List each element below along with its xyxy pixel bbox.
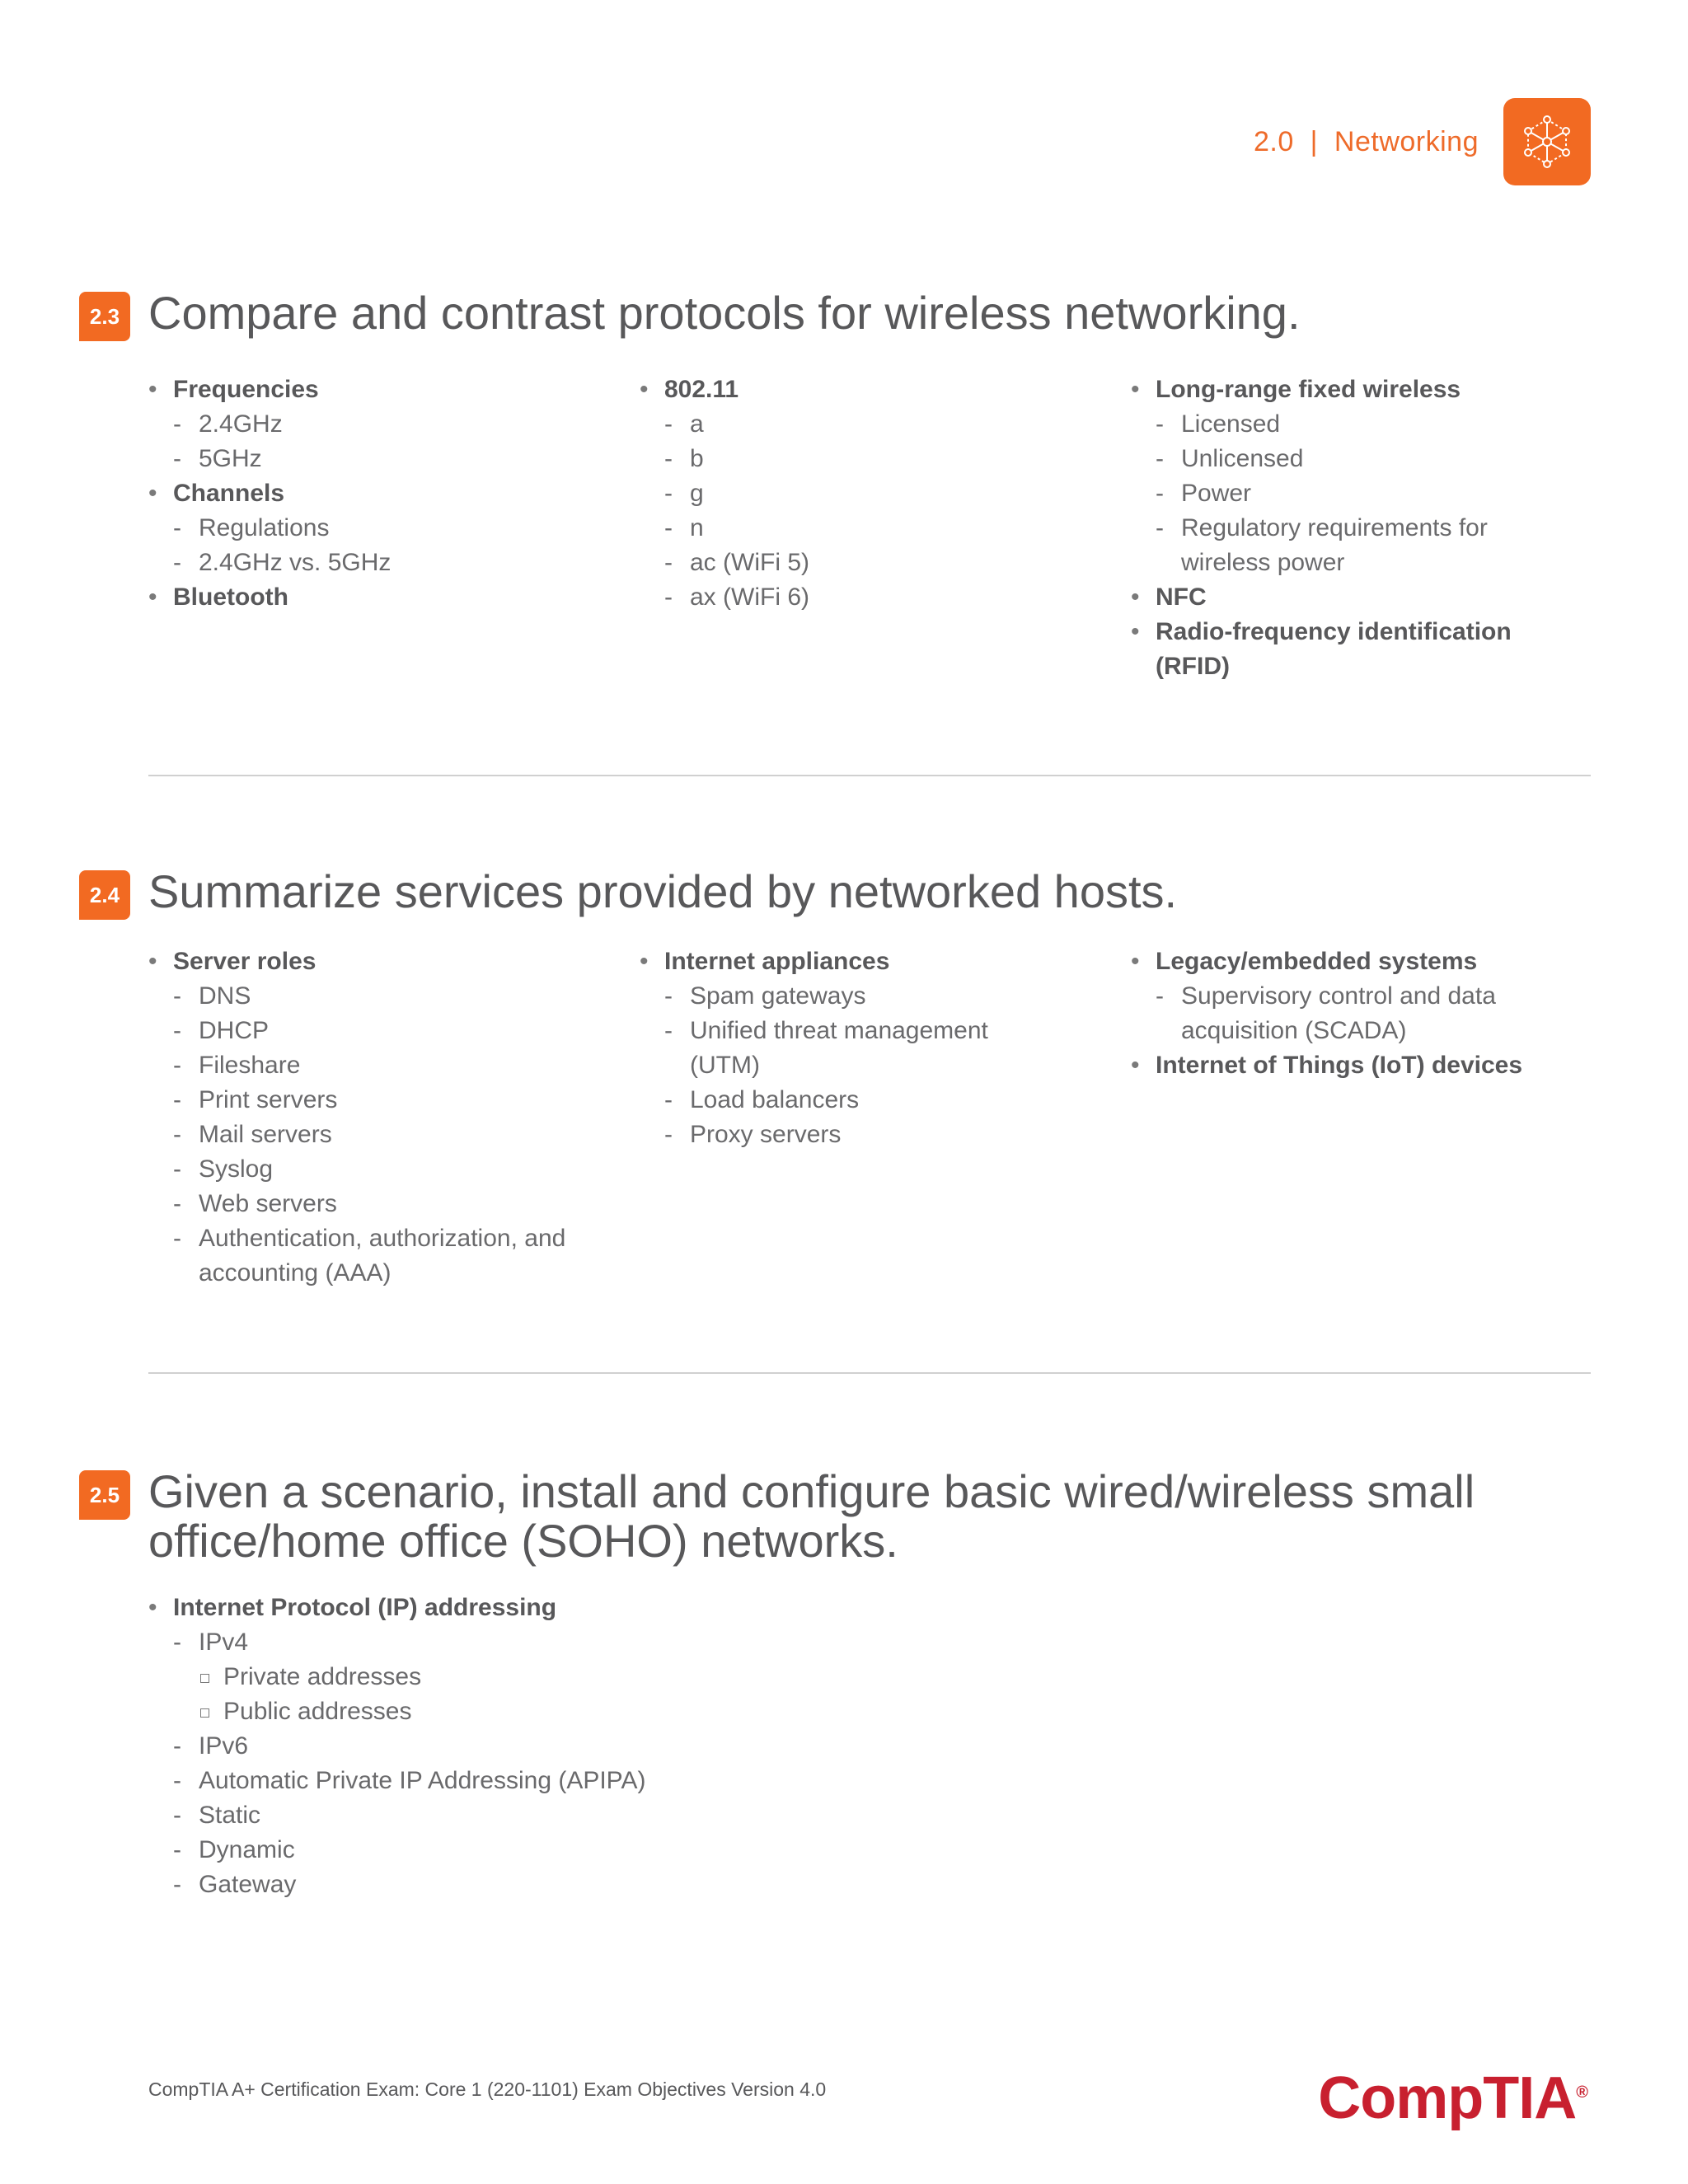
detail-item bbox=[199, 1660, 890, 1694]
page-header bbox=[1254, 97, 1591, 186]
sub-objective-item bbox=[173, 1014, 610, 1048]
sub-objective-label: - Power bbox=[1156, 476, 1576, 511]
sub-objective-item bbox=[1156, 979, 1576, 1048]
objective-heading: • Radio-frequency identification (RFID) bbox=[1131, 615, 1576, 684]
section-title: Given a scenario, install and configure basic wired/wireless small office/home office (SOHO) networks. bbox=[148, 1465, 1475, 1567]
section-title: Compare and contrast protocols for wireless networking. bbox=[148, 287, 1301, 339]
sub-objective-item bbox=[1156, 442, 1576, 476]
objective-item bbox=[1131, 615, 1576, 684]
sub-objective-item bbox=[173, 1187, 610, 1221]
sub-objective-list bbox=[1131, 979, 1576, 1048]
sub-objective-label: - n bbox=[664, 511, 1101, 546]
objective-item bbox=[148, 476, 610, 580]
objective-heading: • Internet Protocol (IP) addressing bbox=[148, 1591, 890, 1625]
section-divider bbox=[148, 775, 1591, 776]
sub-objective-item bbox=[173, 1152, 610, 1187]
sub-objective-label: - Supervisory control and data acquisition (SCADA) bbox=[1156, 979, 1576, 1048]
sub-objective-item bbox=[173, 1625, 890, 1729]
sub-objective-label: - Fileshare bbox=[173, 1048, 610, 1083]
registered-mark: ® bbox=[1576, 2083, 1587, 2102]
objective-heading: • Internet of Things (IoT) devices bbox=[1131, 1048, 1576, 1083]
sub-objective-item bbox=[173, 1798, 890, 1833]
header-section-label: 2.0 | Networking bbox=[1254, 125, 1479, 157]
sub-objective-label: - Syslog bbox=[173, 1152, 610, 1187]
sub-objective-item bbox=[173, 1764, 890, 1798]
sub-objective-label: - Licensed bbox=[1156, 407, 1576, 442]
detail-label: Public addresses bbox=[199, 1694, 890, 1729]
sub-objective-label: - Spam gateways bbox=[664, 979, 1052, 1014]
sub-objective-item bbox=[664, 1118, 1052, 1152]
objective-heading: • Internet appliances bbox=[640, 944, 1052, 979]
detail-item bbox=[199, 1694, 890, 1729]
objective-heading: • Bluetooth bbox=[148, 580, 610, 615]
sub-objective-list bbox=[148, 979, 610, 1291]
section-badge: 2.3 bbox=[79, 292, 130, 341]
objective-item bbox=[148, 373, 610, 476]
section-divider bbox=[148, 1372, 1591, 1374]
sub-objective-item bbox=[173, 546, 610, 580]
sub-objective-label: - Automatic Private IP Addressing (APIPA) bbox=[173, 1764, 890, 1798]
objective-list bbox=[640, 373, 1101, 615]
sub-objective-item bbox=[173, 1221, 610, 1291]
sub-objective-label: - Load balancers bbox=[664, 1083, 1052, 1118]
sub-objective-item bbox=[173, 1048, 610, 1083]
objective-heading: • 802.11 bbox=[640, 373, 1101, 407]
objective-column bbox=[640, 944, 1052, 1152]
footer-exam-title: CompTIA A+ Certification Exam: Core 1 (220-1101) Exam Objectives Version 4.0 bbox=[148, 2079, 827, 2100]
objective-item bbox=[640, 373, 1101, 615]
sub-objective-item bbox=[173, 1729, 890, 1764]
objective-column bbox=[148, 1591, 890, 1902]
objective-item bbox=[640, 944, 1052, 1152]
sub-objective-item bbox=[664, 979, 1052, 1014]
sub-objective-item bbox=[173, 511, 610, 546]
sub-objective-item bbox=[173, 407, 610, 442]
sub-objective-label: - Proxy servers bbox=[664, 1118, 1052, 1152]
section-badge: 2.4 bbox=[79, 870, 130, 920]
sub-objective-label: - b bbox=[664, 442, 1101, 476]
sub-objective-item bbox=[173, 1868, 890, 1902]
objective-heading: • Long-range fixed wireless bbox=[1131, 373, 1576, 407]
sub-objective-item bbox=[664, 1083, 1052, 1118]
sub-objective-label: - ac (WiFi 5) bbox=[664, 546, 1101, 580]
sub-objective-label: - Regulations bbox=[173, 511, 610, 546]
objective-list bbox=[640, 944, 1052, 1152]
sub-objective-label: - Gateway bbox=[173, 1868, 890, 1902]
sub-objective-label: - IPv6 bbox=[173, 1729, 890, 1764]
sub-objective-list bbox=[1131, 407, 1576, 580]
objective-column bbox=[640, 373, 1101, 615]
objective-heading: • Frequencies bbox=[148, 373, 610, 407]
sub-objective-label: - 2.4GHz vs. 5GHz bbox=[173, 546, 610, 580]
sub-objective-label: - ax (WiFi 6) bbox=[664, 580, 1101, 615]
objective-heading: • Channels bbox=[148, 476, 610, 511]
section-badge: 2.5 bbox=[79, 1470, 130, 1520]
objective-column bbox=[148, 373, 610, 615]
sub-objective-item bbox=[1156, 511, 1576, 580]
sub-objective-label: - Unified threat management (UTM) bbox=[664, 1014, 1052, 1083]
sub-objective-label: - Regulatory requirements for wireless power bbox=[1156, 511, 1576, 580]
objective-list bbox=[148, 944, 610, 1291]
sub-objective-label: - 2.4GHz bbox=[173, 407, 610, 442]
objective-item bbox=[1131, 373, 1576, 580]
objective-list bbox=[1131, 944, 1576, 1083]
sub-objective-item bbox=[173, 1118, 610, 1152]
sub-objective-list bbox=[148, 1625, 890, 1902]
sub-objective-label: - Static bbox=[173, 1798, 890, 1833]
objective-heading: • NFC bbox=[1131, 580, 1576, 615]
logo-wordmark: CompTIA bbox=[1318, 2065, 1577, 2131]
sub-objective-label: - Unlicensed bbox=[1156, 442, 1576, 476]
objective-item bbox=[1131, 1048, 1576, 1083]
objective-list bbox=[1131, 373, 1576, 684]
objective-item bbox=[1131, 944, 1576, 1048]
objective-item bbox=[148, 944, 610, 1291]
sub-objective-list bbox=[148, 407, 610, 476]
sub-objective-item bbox=[664, 476, 1101, 511]
section-title: Summarize services provided by networked hosts. bbox=[148, 865, 1178, 917]
objective-item bbox=[148, 580, 610, 615]
objective-column bbox=[1131, 944, 1576, 1083]
detail-label: Private addresses bbox=[199, 1660, 890, 1694]
sub-objective-label: - Dynamic bbox=[173, 1833, 890, 1868]
sub-objective-label: - a bbox=[664, 407, 1101, 442]
objective-column bbox=[1131, 373, 1576, 684]
objective-list bbox=[148, 1591, 890, 1902]
sub-objective-item bbox=[173, 1833, 890, 1868]
objective-list bbox=[148, 373, 610, 615]
comptia-logo bbox=[1318, 2064, 1587, 2132]
sub-objective-item bbox=[173, 1083, 610, 1118]
sub-objective-list bbox=[640, 407, 1101, 615]
objective-item bbox=[148, 1591, 890, 1902]
sub-objective-item bbox=[664, 511, 1101, 546]
sub-objective-label: - 5GHz bbox=[173, 442, 610, 476]
sub-objective-list bbox=[148, 511, 610, 580]
sub-objective-label: - g bbox=[664, 476, 1101, 511]
sub-objective-item bbox=[1156, 407, 1576, 442]
sub-objective-list bbox=[640, 979, 1052, 1152]
objective-item bbox=[1131, 580, 1576, 615]
objective-column bbox=[148, 944, 610, 1291]
sub-objective-item bbox=[173, 442, 610, 476]
sub-objective-item bbox=[664, 407, 1101, 442]
objective-heading: • Server roles bbox=[148, 944, 610, 979]
sub-objective-item bbox=[664, 442, 1101, 476]
sub-objective-item bbox=[664, 1014, 1052, 1083]
objective-heading: • Legacy/embedded systems bbox=[1131, 944, 1576, 979]
sub-objective-label: - Authentication, authorization, and accounting (AAA) bbox=[173, 1221, 610, 1291]
detail-list bbox=[173, 1660, 890, 1729]
sub-objective-item bbox=[664, 580, 1101, 615]
sub-objective-label: - DHCP bbox=[173, 1014, 610, 1048]
sub-objective-label: - IPv4 bbox=[173, 1625, 890, 1660]
sub-objective-item bbox=[1156, 476, 1576, 511]
sub-objective-label: - Print servers bbox=[173, 1083, 610, 1118]
sub-objective-item bbox=[173, 979, 610, 1014]
sub-objective-label: - Web servers bbox=[173, 1187, 610, 1221]
network-nodes-icon bbox=[1503, 98, 1591, 185]
sub-objective-label: - DNS bbox=[173, 979, 610, 1014]
sub-objective-label: - Mail servers bbox=[173, 1118, 610, 1152]
sub-objective-item bbox=[664, 546, 1101, 580]
